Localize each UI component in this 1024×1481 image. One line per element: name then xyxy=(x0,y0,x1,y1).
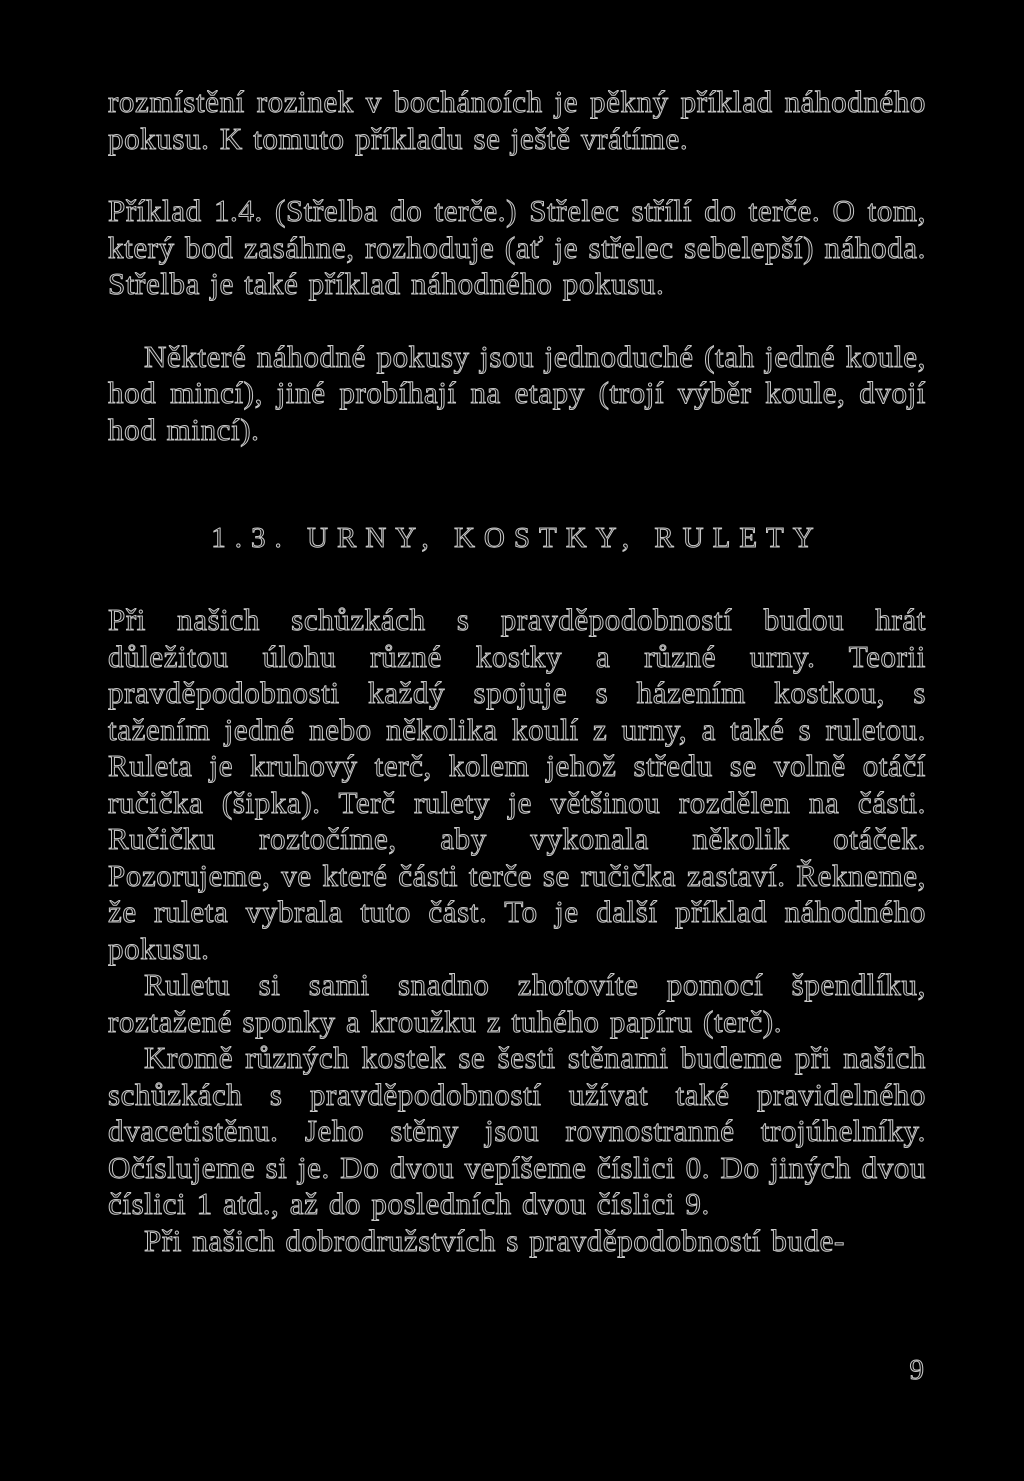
example-1-4-paragraph: Příklad 1.4. (Střelba do terče.) Střelec střílí do terče. O tom, který bod zasáhne, rozhoduje (ať je střelec sebelepší) náhoda. Střelba je také příklad náhodného pokusu. xyxy=(108,193,926,301)
closing-paragraph: Při našich dobrodružstvích s pravděpodobností bude- xyxy=(144,1222,845,1258)
page-body xyxy=(108,84,926,1259)
roulette-paragraph: Při našich schůzkách s pravděpodobností budou hrát důležitou úlohu různé kostky a různé urny. Teorii pravděpodobnosti každý spojuje s házením kostkou, s tažením jedné nebo několika koulí z urny, a také s ruletou. Ruleta je kruhový terč, kolem jehož středu se volně otáčí ručička (šipka). Terč rulety je většinou rozdělen na části. Ručičku roztočíme, aby vykonala několik otáček. Pozorujeme, ve které části terče se ručička zastaví. Řekneme, že ruleta vybrala tuto část. To je další příklad náhodného pokusu. xyxy=(108,602,926,966)
section-heading: 1.3. URNY, KOSTKY, RULETY xyxy=(211,522,823,554)
icosahedron-paragraph: Kromě různých kostek se šesti stěnami budeme při našich schůzkách s pravděpodobností užívat také pravidelného dvacetistěnu. Jeho stěny jsou rovnostranné trojúhelníky. Očíslujeme si je. Do dvou vepíšeme číslici 0. Do jiných dvou číslici 1 atd., až do posledních dvou číslici 9. xyxy=(108,1040,926,1221)
roulette-construction-paragraph: Ruletu si sami snadno zhotovíte pomocí špendlíku, roztažené sponky a kroužku z tuhého papíru (terč). xyxy=(108,967,926,1039)
page-number: 9 xyxy=(909,1354,924,1386)
paragraph-continuation: rozmístění rozinek v bochánoích je pěkný příklad náhodného pokusu. K tomuto příkladu se ještě vrátíme. xyxy=(108,84,926,156)
random-experiments-paragraph: Některé náhodné pokusy jsou jednoduché (tah jedné koule, hod mincí), jiné probíhají na etapy (trojí výběr koule, dvojí hod mincí). xyxy=(108,338,926,447)
